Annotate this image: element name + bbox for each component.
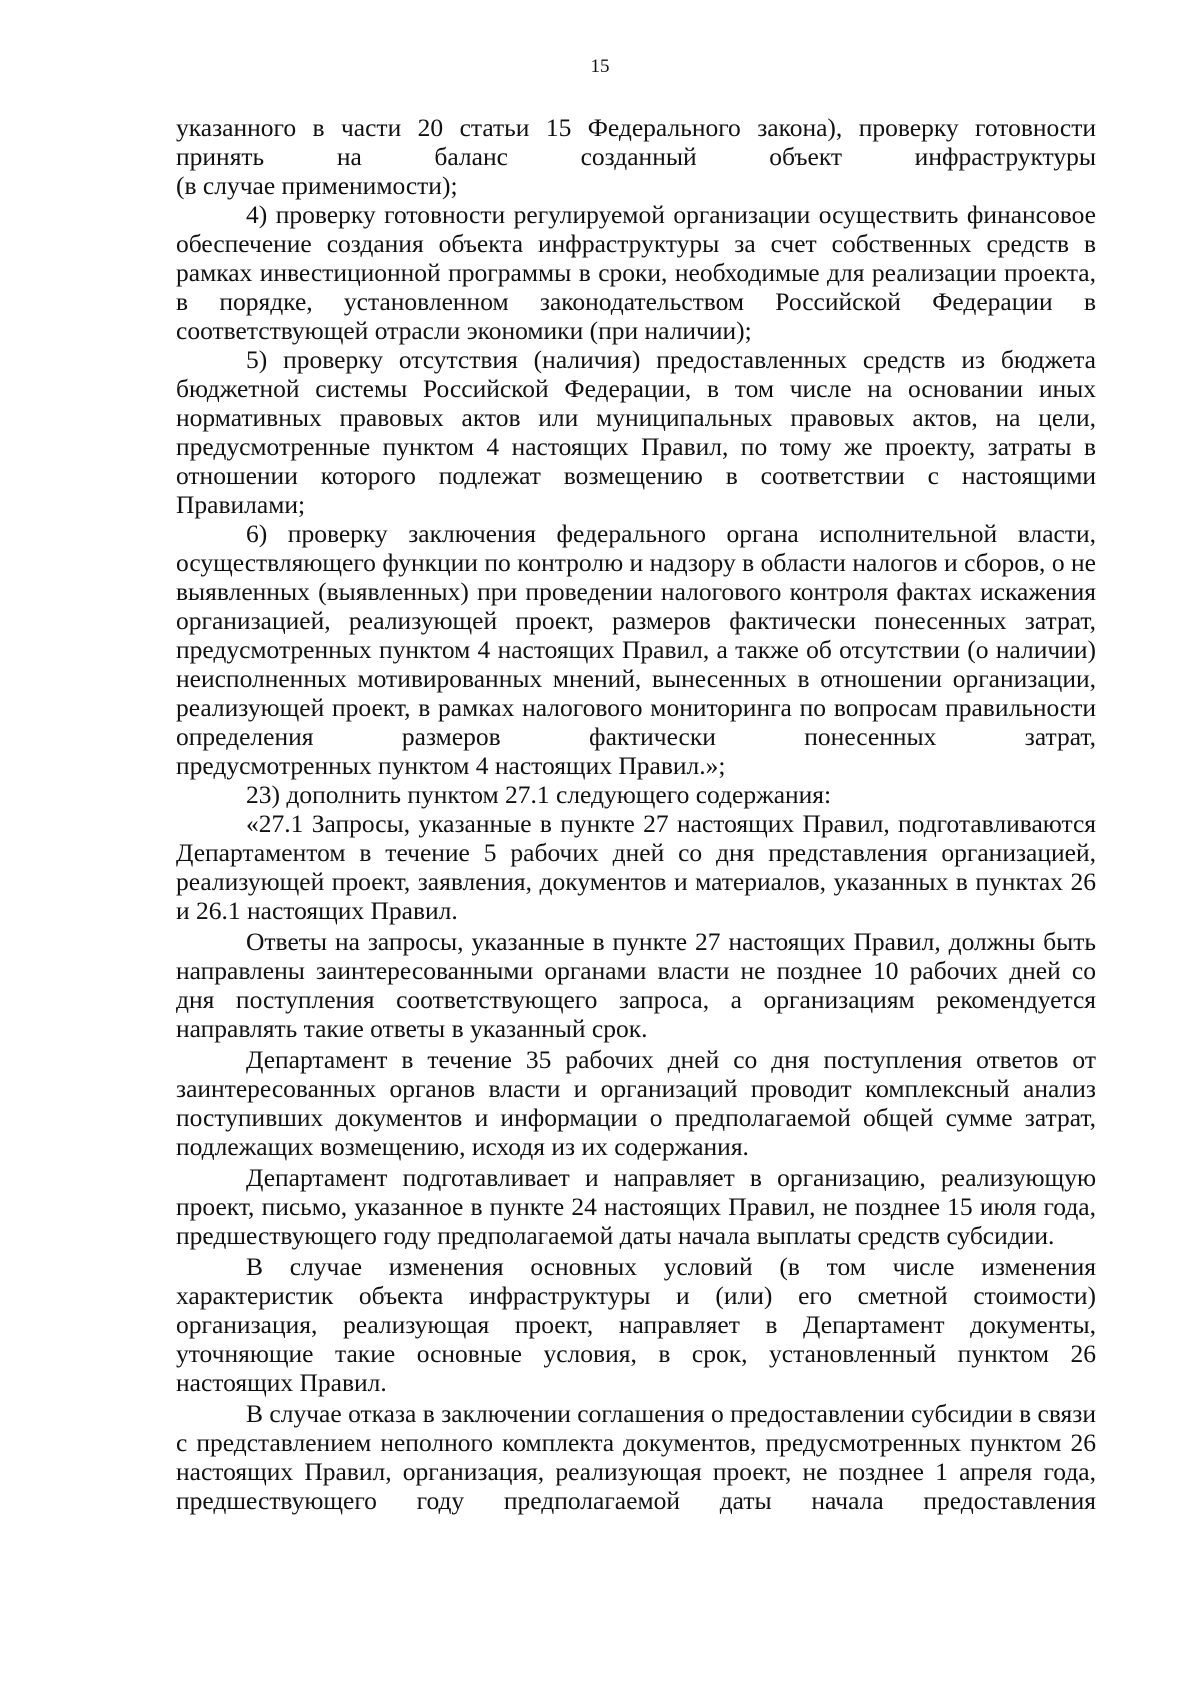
paragraph-continuation-end: (в случае применимости);: [176, 171, 458, 200]
paragraph-item-6: 6) проверку заключения федерального органа исполнительной власти, осуществляющего функции по контролю и надзору в области налогов и сборов, о не выявленных (выявленных) при проведении налогового контроля фактах искажения организацией, реализующей проект, размеров фактически понесенных затрат, предусмотренных пунктом 4 настоящих Правил, а также об отсутствии (о наличии) неисполненных мотивированных мнений, вынесенных в отношении организации, реализующей проект, в рамках налогового мониторинга по вопросам правильности определения размеров фактически понесенных затрат,: [176, 519, 1096, 751]
paragraph-item-23: 23) дополнить пунктом 27.1 следующего содержания:: [246, 780, 832, 809]
paragraph-27-1-refusal: В случае отказа в заключении соглашения о предоставлении субсидии в связи с представлением неполного комплекта документов, предусмотренных пунктом 26 настоящих Правил, организация, реализующая проект, не позднее 1 апреля года, предшествующего году предполагаемой даты начала предоставления: [176, 1399, 1096, 1515]
paragraph-27-1-changes: В случае изменения основных условий (в том числе изменения характеристик объекта инфраструктуры и (или) его сметной стоимости) организация, реализующая проект, направляет в Департамент документы, уточняющие такие основные условия, в срок, установленный пунктом 26: [176, 1252, 1096, 1368]
paragraph-item-4: 4) проверку готовности регулируемой организации осуществить финансовое обеспечение создания объекта инфраструктуры за счет собственных средств в рамках инвестиционной программы в сроки, необходимые для реализации проекта, в порядке, установленном законодательством Российской Федерации в соответствующей отрасли экономики (при наличии);: [176, 200, 1096, 345]
paragraph-27-1-requests: «27.1 Запросы, указанные в пункте 27 настоящих Правил, подготавливаются Департаментом в течение 5 рабочих дней со дня представления организацией, реализующей проект, заявления, документов и материалов, указанных в пунктах 26 и 26.1 настоящих Правил.: [176, 809, 1096, 925]
paragraph-item-6-end: предусмотренных пунктом 4 настоящих Правил.»;: [176, 751, 726, 780]
paragraph-27-1-letter: Департамент подготавливает и направляет в организацию, реализующую проект, письмо, указанное в пункте 24 настоящих Правил, не позднее 15 июля года, предшествующего году предполагаемой даты начала выплаты средств субсидии.: [176, 1163, 1096, 1250]
paragraph-27-1-answers: Ответы на запросы, указанные в пункте 27 настоящих Правил, должны быть направлены заинтересованными органами власти не позднее 10 рабочих дней со дня поступления соответствующего запроса, а организациям рекомендуется направлять такие ответы в указанный срок.: [176, 927, 1096, 1043]
paragraph-27-1-analysis: Департамент в течение 35 рабочих дней со дня поступления ответов от заинтересованных органов власти и организаций проводит комплексный анализ поступивших документов и информации о предполагаемой общей сумме затрат, подлежащих возмещению, исходя из их содержания.: [176, 1045, 1096, 1161]
page-number: 15: [590, 56, 610, 77]
paragraph-27-1-changes-end: настоящих Правил.: [176, 1368, 387, 1397]
paragraph-continuation: указанного в части 20 статьи 15 Федерального закона), проверку готовности принять на баланс созданный объект инфраструктуры: [176, 113, 1096, 171]
document-body: [176, 113, 1096, 1515]
paragraph-item-5: 5) проверку отсутствия (наличия) предоставленных средств из бюджета бюджетной системы Российской Федерации, в том числе на основании иных нормативных правовых актов или муниципальных правовых актов, на цели, предусмотренные пунктом 4 настоящих Правил, по тому же проекту, затраты в отношении которого подлежат возмещению в соответствии с настоящими Правилами;: [176, 345, 1096, 519]
